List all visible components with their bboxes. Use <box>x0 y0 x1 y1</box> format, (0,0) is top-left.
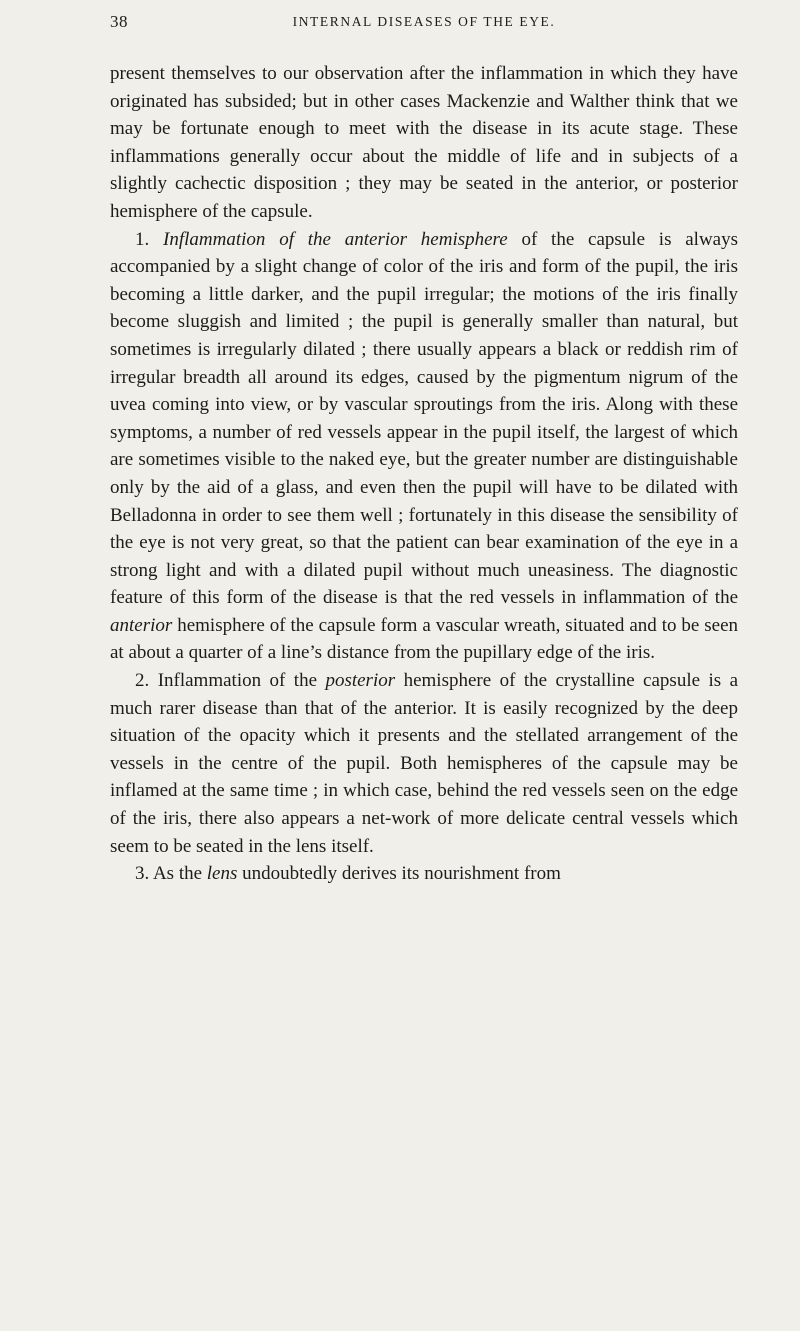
paragraph-number: 2. <box>135 670 150 692</box>
emphasis-anterior: anterior <box>110 614 173 636</box>
paragraph-text-end: hemisphere of the capsule form a vascular wreath, situated and to be seen at about a quarter of a line’s distance from the pupillary edge of the iris. <box>110 614 739 664</box>
body-text <box>110 60 738 888</box>
paragraph-posterior-hemisphere <box>110 667 738 860</box>
page-number: 38 <box>110 12 128 31</box>
running-head <box>110 12 738 38</box>
section-heading-italic: Inflammation of the anterior hemisphere <box>163 228 508 250</box>
paragraph-anterior-hemisphere <box>110 226 738 668</box>
paragraph-text: of the capsule is always accompanied by a slight change of color of the iris and form of the pupil, the iris becoming a little darker, and the pupil irregular; the motions of the iris finally become sluggish and limited ; the pupil is generally smaller than natural, but sometimes is irregularly dilated ; there usually appears a black or reddish rim of irregular breadth all around its edges, caused by the pigmentum nigrum of the uvea coming into view, or by vascular sproutings from the iris. Along with these symptoms, a number of red vessels appear in the pupil itself, the largest of which are sometimes visible to the naked eye, but the greater number are distinguishable only by the aid of a glass, and even then the pupil will have to be dilated with Belladonna in order to see them well ; fortunately in this disease the sensibility of the eye is not very great, so that the patient can bear examination of the eye in a strong light and with a dilated pupil without much uneasiness. The diagnostic feature of this form of the disease is that the red vessels in inflammation of the <box>110 228 738 609</box>
paragraph-text: hemisphere of the crystalline capsule is a much rarer disease than that of the anterior. It is easily recognized by the deep situation of the opacity which it presents and the stellated arrangement of the vessels in the centre of the pupil. Both hemispheres of the capsule may be inflamed at the same time ; in which case, behind the red vessels seen on the edge of the iris, there also appears a net-work of more delicate central vessels which seem to be seated in the lens itself. <box>110 670 739 857</box>
paragraph-number: 1. <box>135 228 150 250</box>
paragraph-text: undoubtedly derives its nourishment from <box>242 863 561 885</box>
paragraph-text: present themselves to our observation after the inflammation in which they have originated has subsided; but in other cases Mackenzie and Walther think that we may be fortunate enough to meet with the disease in its acute stage. These inflammations generally occur about the middle of life and in subjects of a slightly cachectic disposition ; they may be seated in the anterior, or posterior hemisphere of the capsule. <box>110 63 738 222</box>
emphasis-posterior: posterior <box>325 670 396 692</box>
running-title: INTERNAL DISEASES OF THE EYE. <box>292 14 556 29</box>
paragraph-continuation <box>110 60 738 226</box>
paragraph-lead-in: As the <box>152 863 203 885</box>
paragraph-lens <box>110 860 738 888</box>
paragraph-lead-in: Inflammation of the <box>157 670 318 692</box>
paragraph-number: 3. <box>135 863 150 885</box>
emphasis-lens: lens <box>206 863 238 885</box>
